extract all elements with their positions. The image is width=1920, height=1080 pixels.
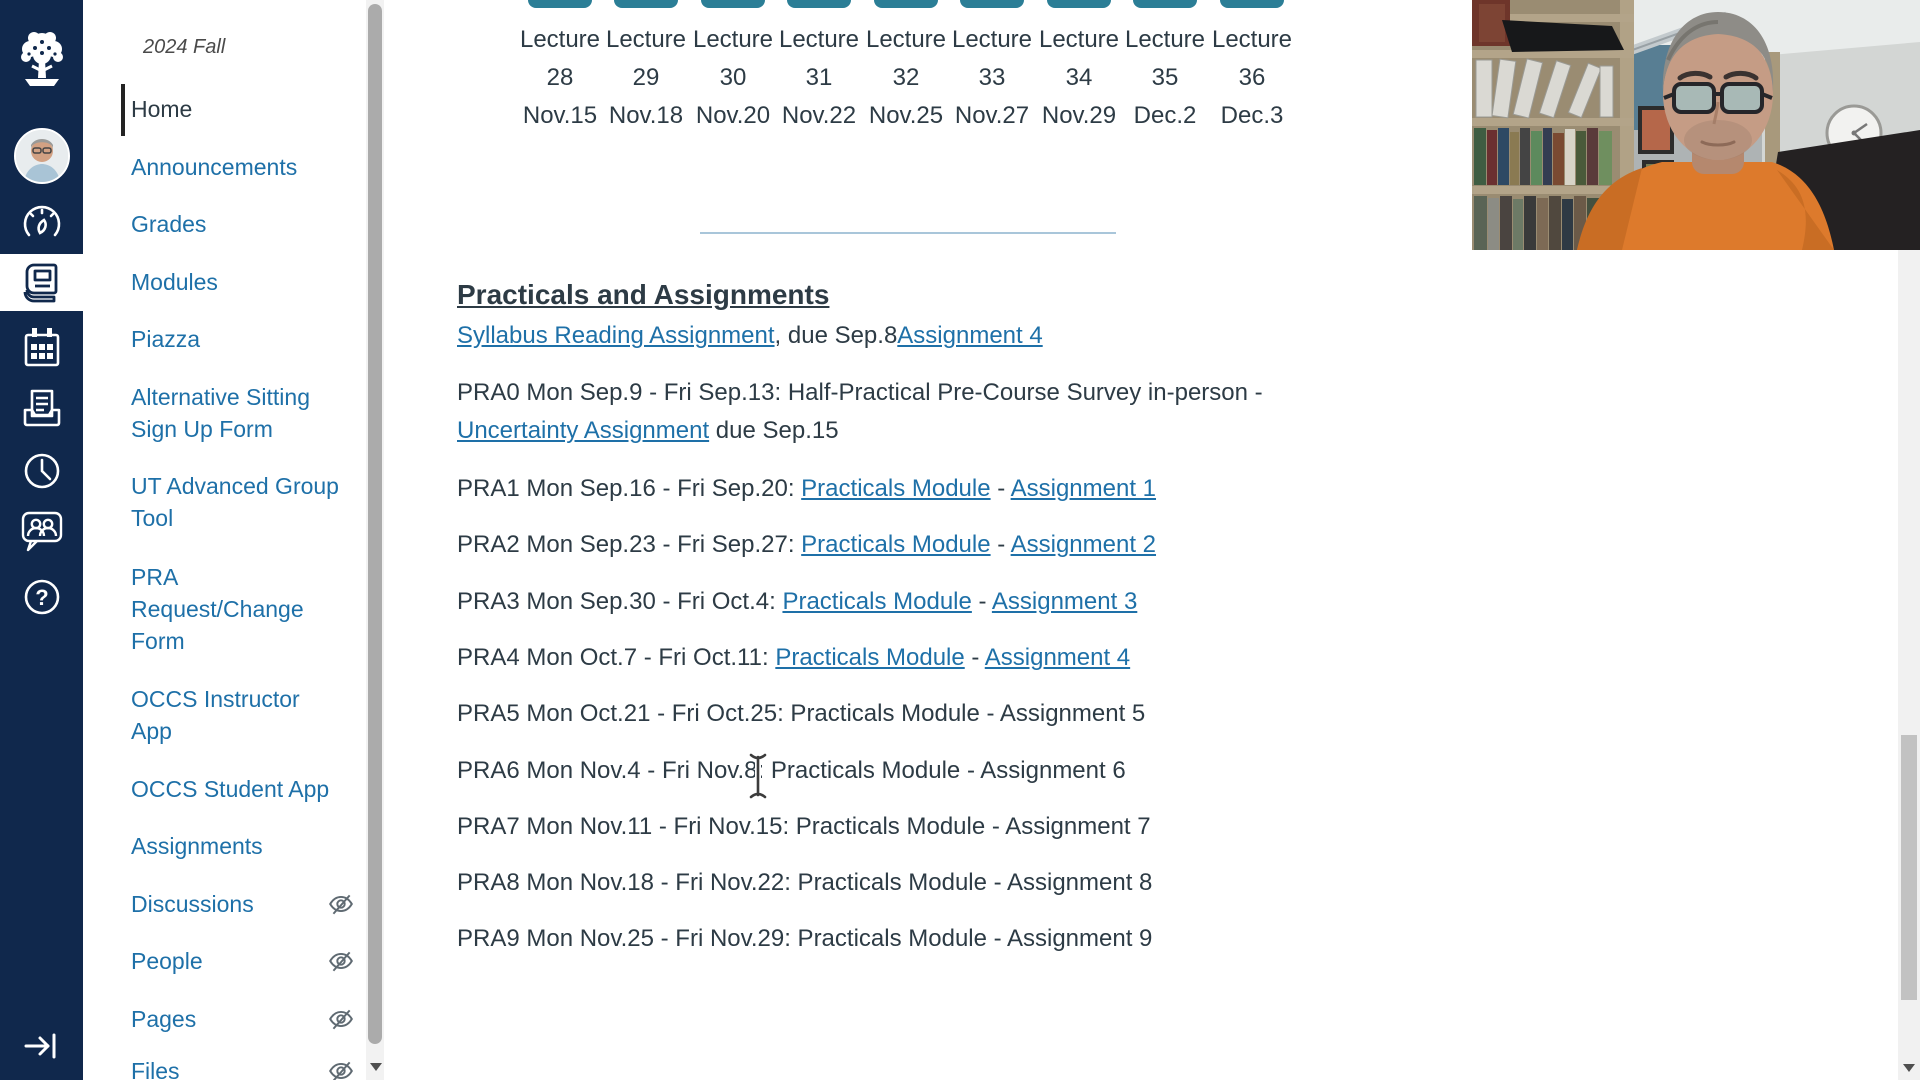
dash: - xyxy=(990,531,1011,558)
pra1-practicals-module-link[interactable]: Practicals Module xyxy=(801,475,991,502)
pra2-assignment-link[interactable]: Assignment 2 xyxy=(1010,531,1157,558)
pra3-line xyxy=(457,588,1137,616)
uncertainty-assignment-link[interactable]: Uncertainty Assignment xyxy=(457,417,710,444)
sidebar-item-occs-student-app[interactable]: OCCS Student App xyxy=(131,776,330,802)
lecture-date: Dec.2 xyxy=(1133,102,1197,129)
lecture-number: 30 xyxy=(719,64,747,91)
svg-text:?: ? xyxy=(34,585,49,610)
lecture-word: Lecture xyxy=(865,26,947,53)
pra3-assignment-link[interactable]: Assignment 3 xyxy=(991,588,1138,615)
sidebar-item-assignments[interactable]: Assignments xyxy=(131,833,263,859)
pra5-line: PRA5 Mon Oct.21 - Fri Oct.25: Practicals Module - Assignment 5 xyxy=(457,700,1146,727)
lecture-date: Dec.3 xyxy=(1220,102,1284,129)
hidden-eye-icon-pages xyxy=(328,1006,354,1032)
dash: - xyxy=(990,475,1011,502)
lecture-number: 32 xyxy=(892,64,920,91)
pra2-line xyxy=(457,531,1156,559)
lecture-number: 35 xyxy=(1151,64,1179,91)
pra1-prefix: PRA1 Mon Sep.16 - Fri Sep.20: xyxy=(457,475,802,502)
assignment-4-link[interactable]: Assignment 4 xyxy=(897,322,1043,349)
active-item-indicator xyxy=(121,84,125,136)
sidebar-item-pra-request-form[interactable]: PRA Request/Change Form xyxy=(131,564,304,654)
course-nav xyxy=(83,0,384,1080)
lecture-number: 36 xyxy=(1238,64,1266,91)
course-nav-scrollbar-thumb[interactable] xyxy=(368,4,382,1044)
lecture-word: Lecture xyxy=(1211,26,1293,53)
pra1-assignment-link[interactable]: Assignment 1 xyxy=(1010,475,1157,502)
expand-nav-arrow-icon[interactable] xyxy=(0,1026,83,1066)
lecture-date: Nov.29 xyxy=(1041,102,1117,129)
courses-book-icon[interactable] xyxy=(0,260,83,306)
pra4-prefix: PRA4 Mon Oct.7 - Fri Oct.11: xyxy=(457,644,776,671)
pra7-line: PRA7 Mon Nov.11 - Fri Nov.15: Practicals Module - Assignment 7 xyxy=(457,813,1151,840)
dash: - xyxy=(971,588,992,615)
lecture-date: Nov.15 xyxy=(522,102,598,129)
sidebar-item-files[interactable]: Files xyxy=(131,1058,180,1080)
syllabus-line-text: , due Sep.8 xyxy=(774,322,898,349)
pra4-line xyxy=(457,644,1130,672)
lecture-date: Nov.20 xyxy=(695,102,771,129)
help-icon[interactable] xyxy=(0,576,83,618)
lecture-word: Lecture xyxy=(1124,26,1206,53)
lecture-word: Lecture xyxy=(778,26,860,53)
lecture-34-button[interactable] xyxy=(1047,0,1111,8)
calendar-icon[interactable] xyxy=(0,326,83,370)
hidden-eye-icon-files xyxy=(328,1058,354,1080)
section-divider xyxy=(700,232,1116,234)
inbox-icon[interactable] xyxy=(0,388,83,430)
lecture-word: Lecture xyxy=(1038,26,1120,53)
pra0-line2 xyxy=(457,417,839,445)
lecture-31-button[interactable] xyxy=(787,0,851,8)
sidebar-item-modules[interactable]: Modules xyxy=(131,269,218,295)
pra2-practicals-module-link[interactable]: Practicals Module xyxy=(801,531,991,558)
lecture-date: Nov.25 xyxy=(868,102,944,129)
sidebar-item-ut-group-tool[interactable]: UT Advanced Group Tool xyxy=(131,473,339,531)
commons-chat-people-icon[interactable] xyxy=(0,510,83,554)
syllabus-reading-assignment-link[interactable]: Syllabus Reading Assignment xyxy=(457,322,775,349)
lecture-number: 29 xyxy=(632,64,660,91)
lecture-28-button[interactable] xyxy=(528,0,592,8)
pra3-prefix: PRA3 Mon Sep.30 - Fri Oct.4: xyxy=(457,588,783,615)
syllabus-line xyxy=(457,322,1043,350)
pra0-line1: PRA0 Mon Sep.9 - Fri Sep.13: Half-Practical Pre-Course Survey in-person - xyxy=(457,379,1263,406)
lecture-word: Lecture xyxy=(951,26,1033,53)
pra0-tail: due Sep.15 xyxy=(709,417,839,444)
avatar xyxy=(14,128,70,184)
tree-icon xyxy=(16,28,68,92)
page-scrollbar-down-arrow[interactable] xyxy=(1903,1064,1915,1072)
sidebar-item-alt-sitting-form[interactable]: Alternative Sitting Sign Up Form xyxy=(131,384,310,442)
lecture-date: Nov.18 xyxy=(608,102,684,129)
hidden-eye-icon-people xyxy=(328,948,354,974)
user-avatar[interactable] xyxy=(0,128,83,184)
dashboard-gauge-icon[interactable] xyxy=(0,203,83,243)
pra6-line: PRA6 Mon Nov.4 - Fri Nov.8: Practicals Module - Assignment 6 xyxy=(457,757,1126,784)
pra1-line xyxy=(457,475,1156,503)
lecture-36-button[interactable] xyxy=(1220,0,1284,8)
pra2-prefix: PRA2 Mon Sep.23 - Fri Sep.27: xyxy=(457,531,802,558)
lecture-word: Lecture xyxy=(692,26,774,53)
lecture-35-button[interactable] xyxy=(1133,0,1197,8)
history-clock-icon[interactable] xyxy=(0,450,83,492)
sidebar-item-home[interactable]: Home xyxy=(131,96,193,122)
lecture-number: 34 xyxy=(1065,64,1093,91)
course-nav-scrollbar-down-arrow[interactable] xyxy=(370,1063,382,1071)
pra8-line: PRA8 Mon Nov.18 - Fri Nov.22: Practicals Module - Assignment 8 xyxy=(457,869,1153,896)
lecture-30-button[interactable] xyxy=(701,0,765,8)
lecture-date: Nov.27 xyxy=(954,102,1030,129)
pra9-line: PRA9 Mon Nov.25 - Fri Nov.29: Practicals Module - Assignment 9 xyxy=(457,925,1153,952)
webcam-video xyxy=(1472,0,1920,250)
page-scrollbar-thumb[interactable] xyxy=(1901,735,1917,1000)
sidebar-item-announcements[interactable]: Announcements xyxy=(131,154,298,180)
lecture-word: Lecture xyxy=(605,26,687,53)
lecture-29-button[interactable] xyxy=(614,0,678,8)
lecture-number: 31 xyxy=(805,64,833,91)
lecture-number: 33 xyxy=(978,64,1006,91)
sidebar-item-people[interactable]: People xyxy=(131,948,203,974)
sidebar-item-pages[interactable]: Pages xyxy=(131,1006,197,1032)
sidebar-item-piazza[interactable]: Piazza xyxy=(131,326,201,352)
lecture-date: Nov.22 xyxy=(781,102,857,129)
lecture-number: 28 xyxy=(546,64,574,91)
text-cursor xyxy=(747,751,769,806)
sidebar-item-grades[interactable]: Grades xyxy=(131,211,207,237)
hidden-eye-icon-discussions xyxy=(328,891,354,917)
webcam-overlay xyxy=(1472,0,1920,250)
lecture-32-button[interactable] xyxy=(874,0,938,8)
sidebar-item-occs-instructor-app[interactable]: OCCS Instructor App xyxy=(131,686,300,744)
institution-logo-tree-icon[interactable] xyxy=(0,26,83,94)
dash: - xyxy=(964,644,985,671)
pra4-assignment-link[interactable]: Assignment 4 xyxy=(984,644,1131,671)
term-label: 2024 Fall xyxy=(143,36,226,58)
lecture-33-button[interactable] xyxy=(960,0,1024,8)
sidebar-item-discussions[interactable]: Discussions xyxy=(131,891,254,917)
lecture-word: Lecture xyxy=(519,26,601,53)
pra4-practicals-module-link[interactable]: Practicals Module xyxy=(775,644,965,671)
page-title: Practicals and Assignments xyxy=(457,279,830,311)
global-nav-rail xyxy=(0,0,83,1080)
pra3-practicals-module-link[interactable]: Practicals Module xyxy=(782,588,972,615)
